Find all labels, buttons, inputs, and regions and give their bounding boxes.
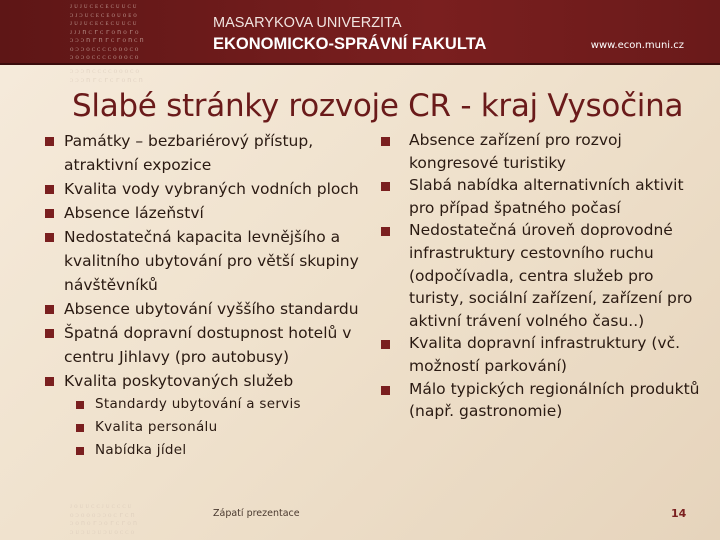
list-item: [45, 369, 373, 462]
bullet-icon: [76, 424, 84, 432]
item-text: Absence lázeňství: [64, 204, 204, 222]
bullet-icon: [381, 386, 390, 395]
bullet-icon: [45, 305, 54, 314]
sub-list-item: [76, 439, 373, 462]
header-bar: [0, 0, 720, 65]
list-item: [381, 332, 701, 377]
right-bullet-list: [381, 129, 701, 423]
bullet-icon: [45, 329, 54, 338]
footer-logo-pattern: ᴊᴏᴜᴜᴄᴄᴊᴜᴄᴄᴄᴜ ᴏᴐᴏᴏᴏᴐᴐᴏᴄrᴄn ᴐᴏnᴏrᴐᴏrᴄrᴏn ᴐᴜᴐᴜᴐᴜᴐᴜᴏᴄᴄᴏ: [70, 502, 140, 536]
list-item: [45, 297, 373, 321]
logo-pattern-lower: ᴐᴐᴐnᴄᴄᴄᴄᴏᴏᴏᴄᴏ ᴐᴐᴐnrᴄrᴄrᴏnᴄn: [70, 67, 145, 84]
bullet-icon: [45, 185, 54, 194]
item-text: Kvalita vody vybraných vodních ploch: [64, 180, 359, 198]
slide-title: Slabé stránky rozvoje CR - kraj Vysočina: [72, 88, 684, 124]
item-text: Nabídka jídel: [95, 442, 187, 458]
footer-text: Zápatí prezentace: [213, 508, 300, 519]
sub-list-item: [76, 393, 373, 416]
item-text: Málo typických regionálních produktů (např. gastronomie): [409, 379, 700, 421]
list-item: [381, 174, 701, 219]
sub-list-item: [76, 416, 373, 439]
logo-pattern: ᴊᴜᴊᴜᴄᴇᴄᴇᴄᴜᴜᴄᴜ ᴐᴊᴐᴜᴄᴇᴄᴇᴏᴜᴏᴇᴏ ᴊᴜᴊᴜᴄᴇᴄᴇᴄᴜᴜᴄᴜ ᴊᴊᴊnᴄrᴄrᴏnᴏrᴏ ᴐᴐᴐnrnrᴄrᴏnᴄn ᴏᴐᴐᴏᴄᴄᴄᴄᴏᴏᴏᴄᴏ ᴐᴏᴐᴏᴄᴄᴄᴄᴏᴏᴏᴄᴏ: [70, 2, 146, 61]
list-item: [381, 378, 701, 423]
website-url[interactable]: www.econ.muni.cz: [590, 40, 684, 51]
item-text: Slabá nabídka alternativních aktivit pro případ špatného počasí: [409, 176, 684, 217]
list-item: [45, 177, 373, 201]
list-item: [45, 129, 373, 177]
bullet-icon: [381, 137, 390, 146]
bullet-icon: [45, 209, 54, 218]
item-text: Kvalita poskytovaných služeb: [64, 372, 294, 390]
bullet-icon: [45, 377, 54, 386]
left-bullet-list: [45, 129, 373, 462]
item-text: Nedostatečná úroveň doprovodné infrastruktury cestovního ruchu (odpočívadla, centra služeb pro turisty, sociální zařízení, zařízení pro aktivní trávení volného času..): [409, 221, 693, 330]
bullet-icon: [381, 340, 390, 349]
item-text: Standardy ubytování a servis: [95, 396, 301, 412]
sub-bullet-list: [64, 393, 373, 462]
list-item: [45, 201, 373, 225]
list-item: [381, 219, 701, 332]
item-text: Špatná dopravní dostupnost hotelů v centru Jihlavy (pro autobusy): [64, 324, 352, 366]
bullet-icon: [381, 182, 390, 191]
faculty-name: EKONOMICKO-SPRÁVNÍ FAKULTA: [213, 35, 487, 53]
list-item: [45, 321, 373, 369]
bullet-icon: [76, 447, 84, 455]
item-text: Kvalita personálu: [95, 419, 218, 435]
item-text: Památky – bezbariérový přístup, atraktivní expozice: [64, 132, 314, 174]
bullet-icon: [76, 401, 84, 409]
item-text: Absence zařízení pro rozvoj kongresové turistiky: [409, 131, 622, 172]
bullet-icon: [45, 137, 54, 146]
university-name: MASARYKOVA UNIVERZITA: [213, 15, 402, 31]
list-item: [45, 225, 373, 297]
item-text: Kvalita dopravní infrastruktury (vč. možností parkování): [409, 334, 681, 375]
list-item: [381, 129, 701, 174]
item-text: Nedostatečná kapacita levnějšího a kvalitního ubytování pro větší skupiny návštěvníků: [64, 228, 359, 294]
page-number: 14: [671, 507, 687, 520]
bullet-icon: [45, 233, 54, 242]
item-text: Absence ubytování vyššího standardu: [64, 300, 359, 318]
bullet-icon: [381, 227, 390, 236]
